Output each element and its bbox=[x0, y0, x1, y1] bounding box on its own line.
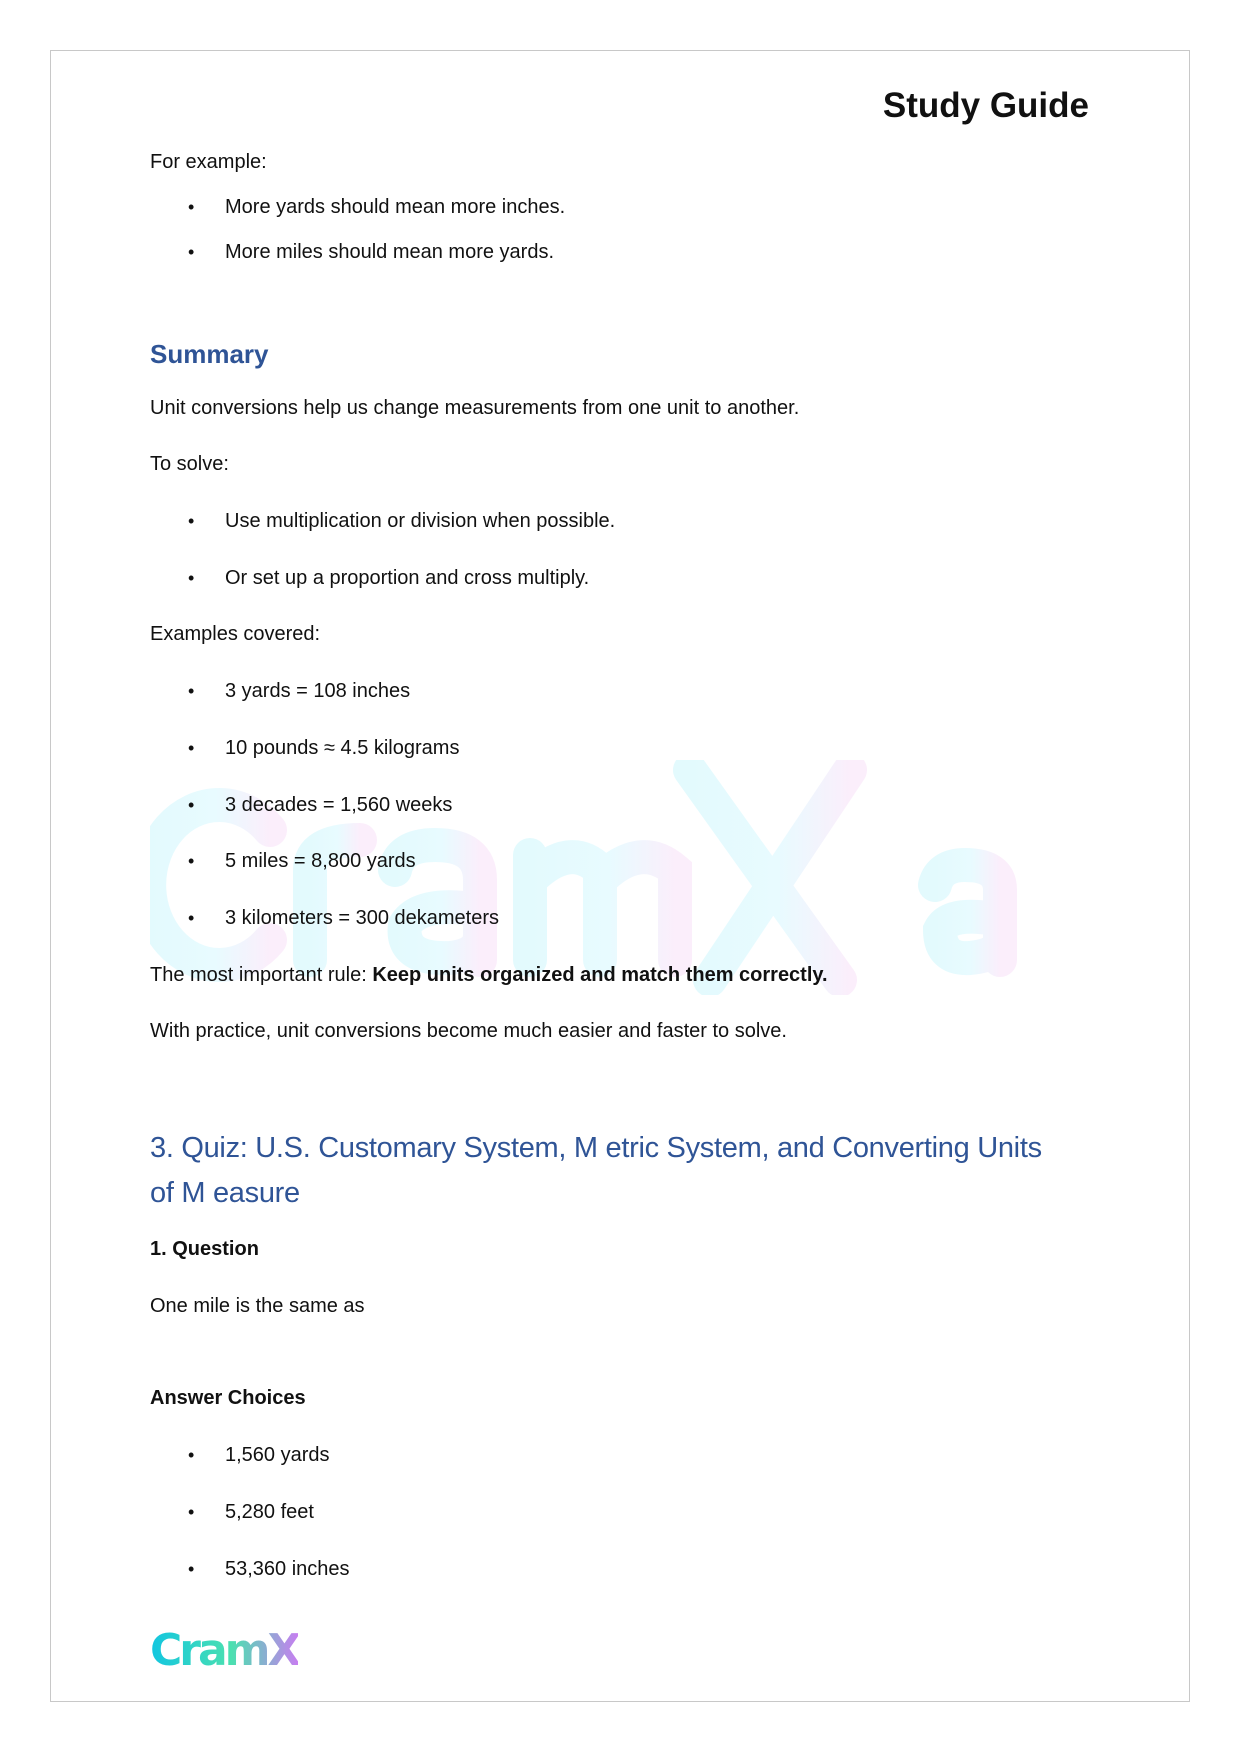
quiz-heading-line1: 3. Quiz: U.S. Customary System, M etric System, and Converting Units bbox=[150, 1132, 1042, 1164]
examples-label: Examples covered: bbox=[150, 623, 321, 645]
bullet: • bbox=[188, 795, 195, 815]
cramx-logo: CramX bbox=[150, 1625, 299, 1676]
list-item: 3 yards = 108 inches bbox=[225, 680, 411, 702]
list-item: 3 decades = 1,560 weeks bbox=[225, 794, 453, 816]
bullet: • bbox=[188, 1559, 195, 1579]
list-item: More miles should mean more yards. bbox=[225, 241, 555, 263]
quiz-heading-line2: of M easure bbox=[150, 1177, 300, 1209]
bullet: • bbox=[188, 568, 195, 588]
list-item: 5 miles = 8,800 yards bbox=[225, 850, 416, 872]
list-item: 3 kilometers = 300 dekameters bbox=[225, 907, 500, 929]
bullet: • bbox=[188, 738, 195, 758]
bullet: • bbox=[188, 197, 195, 217]
answer-choice: 5,280 feet bbox=[225, 1501, 314, 1523]
bullet: • bbox=[188, 851, 195, 871]
intro-lead: For example: bbox=[150, 151, 267, 173]
bullet: • bbox=[188, 511, 195, 531]
page-title: Study Guide bbox=[882, 86, 1089, 125]
bullet: • bbox=[188, 908, 195, 928]
summary-heading: Summary bbox=[150, 339, 269, 369]
page-frame bbox=[50, 50, 1190, 1702]
list-item: Use multiplication or division when possible. bbox=[225, 510, 616, 532]
answers-label: Answer Choices bbox=[150, 1387, 306, 1409]
rule-prefix: The most important rule: bbox=[150, 964, 373, 986]
list-item: Or set up a proportion and cross multiply. bbox=[225, 567, 590, 589]
list-item: 10 pounds ≈ 4.5 kilograms bbox=[225, 737, 460, 759]
bullet: • bbox=[188, 242, 195, 262]
bullet: • bbox=[188, 1502, 195, 1522]
rule-paragraph bbox=[150, 963, 828, 987]
closing-paragraph: With practice, unit conversions become much easier and faster to solve. bbox=[150, 1020, 787, 1042]
bullet: • bbox=[188, 681, 195, 701]
rule-bold: Keep units organized and match them correctly. bbox=[372, 964, 828, 986]
question-label: 1. Question bbox=[150, 1238, 259, 1260]
bullet: • bbox=[188, 1445, 195, 1465]
question-text: One mile is the same as bbox=[150, 1295, 365, 1317]
to-solve-label: To solve: bbox=[150, 453, 229, 475]
answer-choice: 53,360 inches bbox=[225, 1558, 350, 1580]
list-item: More yards should mean more inches. bbox=[225, 196, 566, 218]
answer-choice: 1,560 yards bbox=[225, 1444, 330, 1466]
summary-paragraph: Unit conversions help us change measurements from one unit to another. bbox=[150, 397, 800, 419]
